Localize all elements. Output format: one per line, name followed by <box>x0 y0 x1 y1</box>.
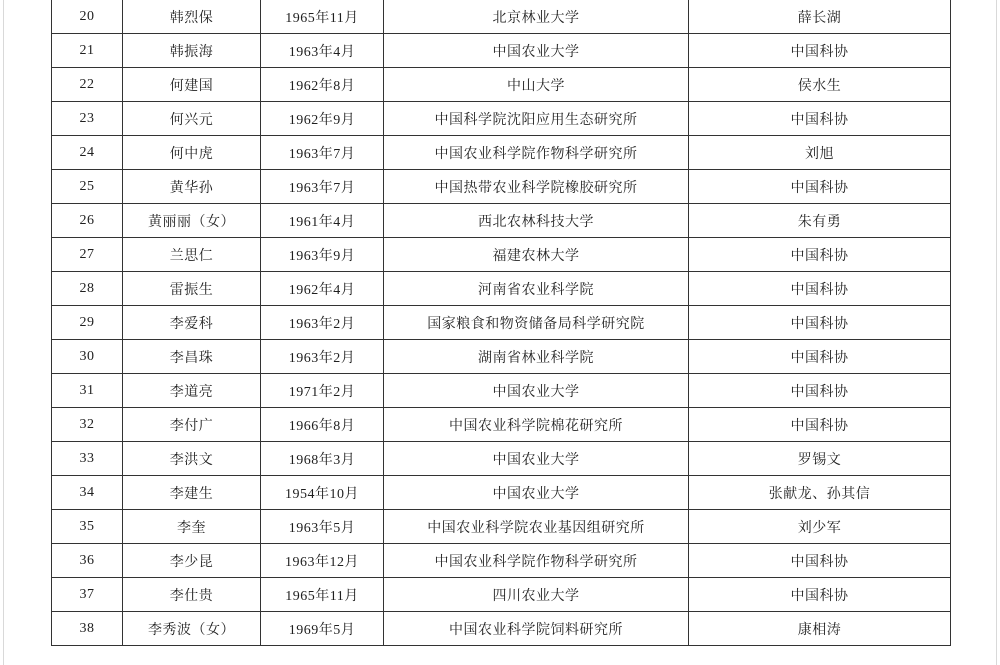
cell-recommender: 刘少军 <box>689 510 951 544</box>
table-row <box>52 136 951 170</box>
table-row <box>52 374 951 408</box>
cell-institution: 中国农业大学 <box>384 374 689 408</box>
table-row <box>52 238 951 272</box>
cell-index: 23 <box>52 102 123 136</box>
cell-birth: 1966年8月 <box>261 408 384 442</box>
cell-institution: 中国农业大学 <box>384 34 689 68</box>
cell-institution: 中国农业大学 <box>384 442 689 476</box>
cell-institution: 国家粮食和物资储备局科学研究院 <box>384 306 689 340</box>
cell-birth: 1963年7月 <box>261 170 384 204</box>
cell-name: 黄华孙 <box>123 170 261 204</box>
cell-institution: 河南省农业科学院 <box>384 272 689 306</box>
cell-index: 30 <box>52 340 123 374</box>
cell-recommender: 康相涛 <box>689 612 951 646</box>
cell-index: 32 <box>52 408 123 442</box>
page-edge-right <box>996 0 997 665</box>
table-row <box>52 340 951 374</box>
cell-recommender: 中国科协 <box>689 34 951 68</box>
cell-birth: 1965年11月 <box>261 0 384 34</box>
cell-institution: 中国农业科学院饲料研究所 <box>384 612 689 646</box>
cell-index: 29 <box>52 306 123 340</box>
cell-index: 35 <box>52 510 123 544</box>
cell-birth: 1962年8月 <box>261 68 384 102</box>
cell-name: 何建国 <box>123 68 261 102</box>
cell-index: 26 <box>52 204 123 238</box>
cell-birth: 1965年11月 <box>261 578 384 612</box>
cell-birth: 1963年2月 <box>261 340 384 374</box>
cell-index: 36 <box>52 544 123 578</box>
cell-name: 李道亮 <box>123 374 261 408</box>
cell-index: 27 <box>52 238 123 272</box>
table-row <box>52 204 951 238</box>
table-row <box>52 510 951 544</box>
cell-index: 31 <box>52 374 123 408</box>
cell-name: 李奎 <box>123 510 261 544</box>
cell-birth: 1963年9月 <box>261 238 384 272</box>
table-row <box>52 544 951 578</box>
cell-index: 37 <box>52 578 123 612</box>
cell-index: 38 <box>52 612 123 646</box>
cell-name: 韩烈保 <box>123 0 261 34</box>
table-row <box>52 476 951 510</box>
table-row <box>52 272 951 306</box>
cell-name: 何中虎 <box>123 136 261 170</box>
cell-index: 25 <box>52 170 123 204</box>
cell-recommender: 中国科协 <box>689 578 951 612</box>
cell-recommender: 中国科协 <box>689 170 951 204</box>
cell-birth: 1954年10月 <box>261 476 384 510</box>
cell-recommender: 中国科协 <box>689 238 951 272</box>
cell-institution: 四川农业大学 <box>384 578 689 612</box>
cell-name: 黄丽丽（女） <box>123 204 261 238</box>
cell-index: 21 <box>52 34 123 68</box>
table-row <box>52 612 951 646</box>
cell-index: 22 <box>52 68 123 102</box>
cell-birth: 1963年4月 <box>261 34 384 68</box>
cell-name: 李付广 <box>123 408 261 442</box>
cell-recommender: 中国科协 <box>689 306 951 340</box>
cell-recommender: 中国科协 <box>689 374 951 408</box>
cell-recommender: 朱有勇 <box>689 204 951 238</box>
cell-recommender: 中国科协 <box>689 544 951 578</box>
table-row <box>52 170 951 204</box>
table-row <box>52 68 951 102</box>
cell-birth: 1963年5月 <box>261 510 384 544</box>
table-row <box>52 306 951 340</box>
cell-institution: 中山大学 <box>384 68 689 102</box>
table-row <box>52 102 951 136</box>
table-row <box>52 408 951 442</box>
table-row <box>52 0 951 34</box>
cell-name: 李少昆 <box>123 544 261 578</box>
cell-birth: 1962年4月 <box>261 272 384 306</box>
cell-index: 20 <box>52 0 123 34</box>
cell-recommender: 中国科协 <box>689 102 951 136</box>
table-body <box>52 0 951 646</box>
cell-recommender: 中国科协 <box>689 408 951 442</box>
cell-name: 李仕贵 <box>123 578 261 612</box>
cell-institution: 中国科学院沈阳应用生态研究所 <box>384 102 689 136</box>
cell-name: 李爱科 <box>123 306 261 340</box>
cell-institution: 中国农业科学院作物科学研究所 <box>384 136 689 170</box>
cell-name: 韩振海 <box>123 34 261 68</box>
cell-index: 33 <box>52 442 123 476</box>
cell-institution: 中国热带农业科学院橡胶研究所 <box>384 170 689 204</box>
cell-birth: 1962年9月 <box>261 102 384 136</box>
table-row <box>52 578 951 612</box>
cell-recommender: 薛长湖 <box>689 0 951 34</box>
cell-institution: 中国农业科学院棉花研究所 <box>384 408 689 442</box>
cell-name: 李昌珠 <box>123 340 261 374</box>
candidate-roster-table <box>51 0 951 646</box>
cell-index: 28 <box>52 272 123 306</box>
cell-institution: 西北农林科技大学 <box>384 204 689 238</box>
cell-recommender: 中国科协 <box>689 340 951 374</box>
cell-birth: 1963年12月 <box>261 544 384 578</box>
cell-birth: 1963年2月 <box>261 306 384 340</box>
cell-recommender: 侯水生 <box>689 68 951 102</box>
cell-recommender: 罗锡文 <box>689 442 951 476</box>
cell-name: 雷振生 <box>123 272 261 306</box>
cell-birth: 1969年5月 <box>261 612 384 646</box>
cell-name: 李秀波（女） <box>123 612 261 646</box>
cell-index: 34 <box>52 476 123 510</box>
cell-birth: 1968年3月 <box>261 442 384 476</box>
cell-institution: 中国农业科学院作物科学研究所 <box>384 544 689 578</box>
cell-institution: 中国农业科学院农业基因组研究所 <box>384 510 689 544</box>
cell-name: 兰思仁 <box>123 238 261 272</box>
cell-index: 24 <box>52 136 123 170</box>
cell-name: 何兴元 <box>123 102 261 136</box>
cell-institution: 中国农业大学 <box>384 476 689 510</box>
cell-birth: 1971年2月 <box>261 374 384 408</box>
page-edge-left <box>3 0 4 665</box>
cell-institution: 福建农林大学 <box>384 238 689 272</box>
cell-recommender: 张献龙、孙其信 <box>689 476 951 510</box>
table-row <box>52 442 951 476</box>
cell-recommender: 刘旭 <box>689 136 951 170</box>
cell-birth: 1961年4月 <box>261 204 384 238</box>
table-row <box>52 34 951 68</box>
cell-institution: 湖南省林业科学院 <box>384 340 689 374</box>
cell-name: 李洪文 <box>123 442 261 476</box>
cell-name: 李建生 <box>123 476 261 510</box>
cell-recommender: 中国科协 <box>689 272 951 306</box>
cell-birth: 1963年7月 <box>261 136 384 170</box>
cell-institution: 北京林业大学 <box>384 0 689 34</box>
